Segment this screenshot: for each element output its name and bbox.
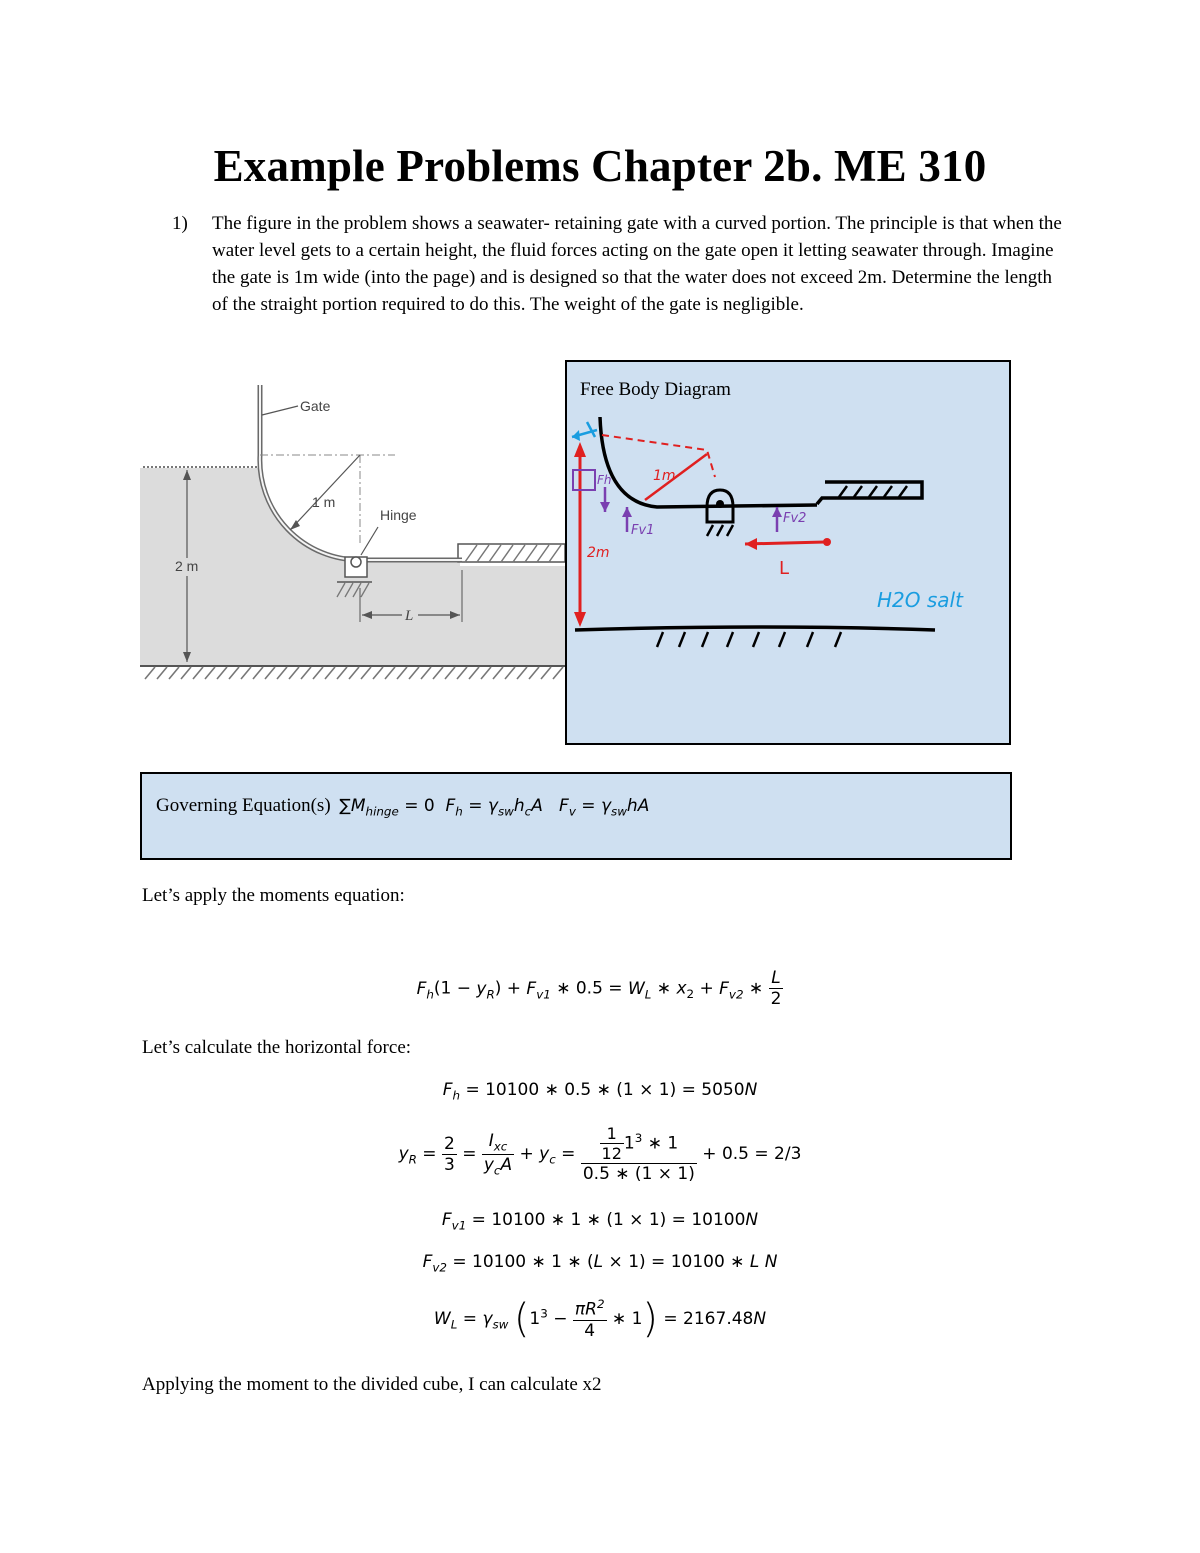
horizontal-intro: Let’s calculate the horizontal force: [142, 1037, 412, 1058]
fbd-1m: 1m [653, 468, 676, 484]
fbd-fv2: Fv2 [783, 511, 807, 526]
governing-equations: $\sum M_{hinge} = 0$ $F_h = \gamma_{sw}h_cA$ $F_v = \gamma_{sw}hA$ [339, 796, 650, 819]
yr-result: + 0.5 = 2/3 [702, 1144, 802, 1164]
yr-equation: $y_R$ = $\frac{2}{3}$ = $\frac{I_{xc}}{y_cA}$ + $y_c$ = $\frac{1}{12}$ $1^3$ ∗ 1 0.5 ∗ (1 × 1) + 0.5 = 2/3 [398, 1124, 802, 1184]
fv2-equation: $F_{v2} = 10100$ ∗ 1 ∗ (L × 1) = 10100 ∗ L N [422, 1252, 778, 1275]
fh-equation: $F_h = 10100$ ∗ 0.5 ∗ (1 × 1) = 5050N [442, 1080, 758, 1103]
fbd-fluid: H2O salt [877, 588, 963, 612]
wl-equation: $W_L = \gamma_{sw}$ ($1^3$ − $\frac{\pi R^2}{4}$ ∗ 1) = 2167.48N [433, 1296, 767, 1342]
fbd-fv1: Fv1 [631, 523, 655, 538]
problem-text: The figure in the problem shows a seawater- retaining gate with a curved portion. The principle is that when the water level gets to a certain height, the fluid forces acting on the gate open it letting seawater through. Imagine the gate is 1m wide (into the page) and is designed so that the water does not exceed 2m. Determine the length of the straight portion required to do this. The weight of the gate is negligible. [212, 213, 1062, 315]
governing-label: Governing Equation(s) [156, 795, 331, 816]
fbd-sketch [567, 362, 1013, 747]
fv2-value: = 10100 ∗ 1 ∗ ( [452, 1252, 594, 1272]
problem-statement [172, 210, 1072, 318]
radius-label: 1 m [312, 494, 336, 510]
fbd-fh: Fh [597, 473, 612, 487]
depth-label: 2 m [175, 558, 199, 574]
fbd-2m: 2m [587, 545, 610, 561]
moment-cube-text: Applying the moment to the divided cube, I can calculate x2 [142, 1374, 602, 1395]
moment-equation: $F_h(1 - y_R) + F_{v1}$ ∗ $0.5 = W_L$ ∗ $x_2 + F_{v2}$ ∗ $\frac{L}{2}$ [416, 968, 782, 1009]
wl-result: = 2167.48 [663, 1309, 754, 1329]
fv1-equation: $F_{v1} = 10100$ ∗ 1 ∗ (1 × 1) = 10100N [441, 1210, 759, 1233]
fbd-L: L [779, 558, 790, 579]
fh-value: = 10100 ∗ 0.5 ∗ (1 × 1) = 5050 [465, 1080, 745, 1100]
gate-figure [140, 370, 565, 690]
governing-equations-box [140, 772, 1012, 860]
moments-intro: Let’s apply the moments equation: [142, 885, 405, 906]
page-title: Example Problems Chapter 2b. ME 310 [213, 141, 987, 191]
fbd-title: Free Body Diagram [580, 379, 731, 400]
gate-label: Gate [300, 398, 331, 414]
length-label: L [405, 608, 414, 624]
hinge-label: Hinge [380, 507, 417, 523]
fv1-value: = 10100 ∗ 1 ∗ (1 × 1) = 10100 [471, 1210, 746, 1230]
problem-number: 1) [172, 213, 188, 234]
free-body-diagram [565, 360, 1011, 745]
